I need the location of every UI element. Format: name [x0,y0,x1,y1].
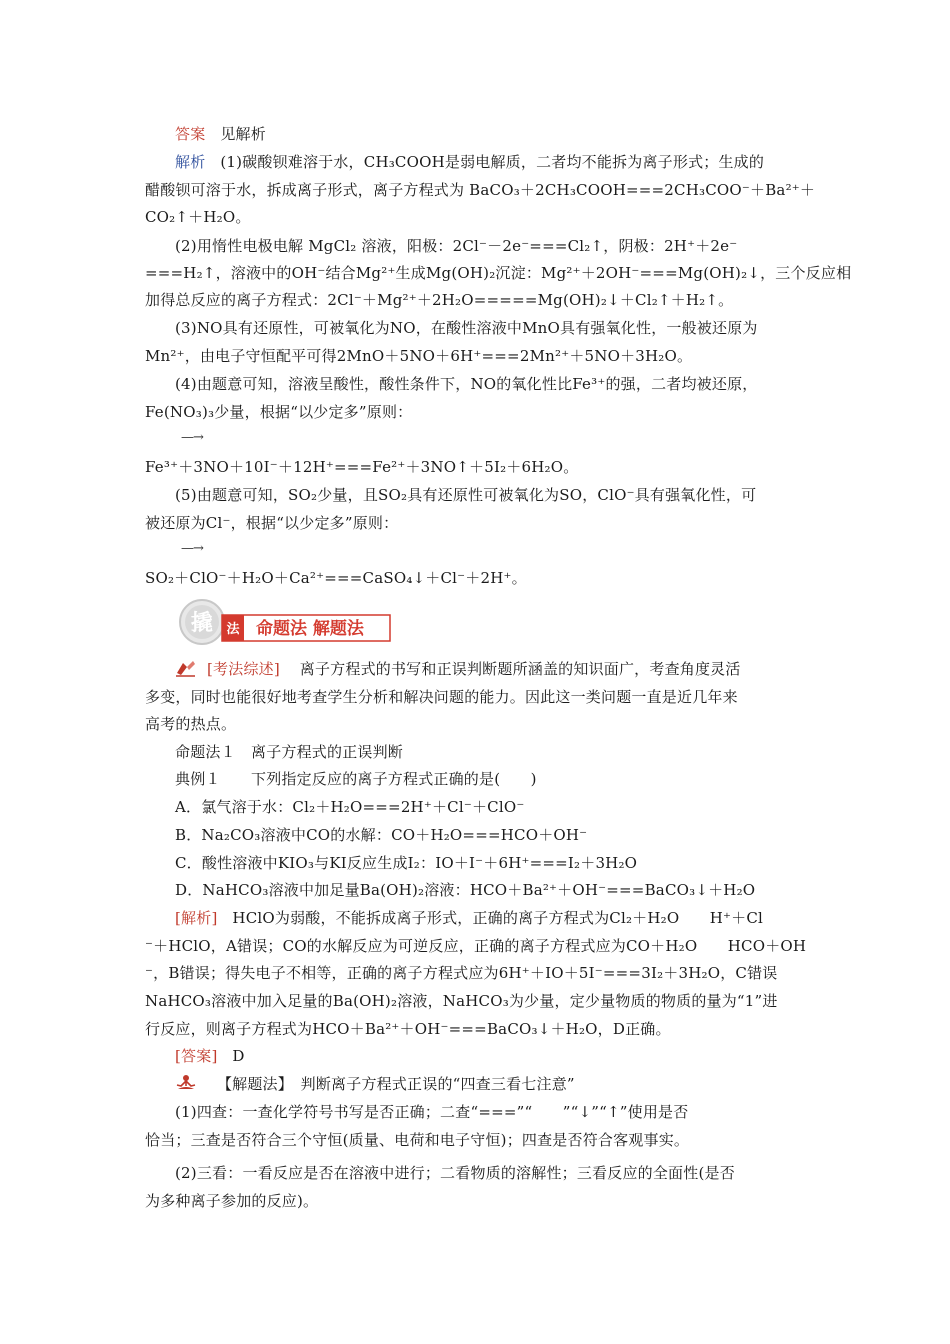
answer-text: 见解析 [220,125,266,143]
solving-title: 【解题法】 判断离子方程式正误的“四查三看七注意” [216,1075,575,1093]
analysis-line-9: (4)由题意可知，溶液呈酸性，酸性条件下，NO的氧化性比Fe³⁺的强，二者均被还原， [175,375,758,393]
analysis-line-4: (2)用惰性电极电解 MgCl₂ 溶液，阳极：2Cl⁻－2e⁻===Cl₂↑，阴极：2H⁺＋2e⁻ [175,237,738,255]
banner-graphic [178,598,393,646]
method-heading: 命题法１ 离子方程式的正误判断 [175,743,404,761]
solving-line-3: (2)三看：一看反应是否在溶液中进行；二看物质的溶解性；三看反应的全面性(是否 [175,1164,735,1182]
option-d: D．NaHCO₃溶液中加足量Ba(OH)₂溶液：HCO＋Ba²⁺＋OH⁻===BaCO₃↓＋H₂O [175,881,756,899]
example-answer-label: [答案] [175,1047,218,1065]
reaction-arrow: —→ [181,430,203,445]
pen-icon [175,659,197,677]
analysis-line-11: Fe³⁺＋3NO＋10I⁻＋12H⁺===Fe²⁺＋3NO↑＋5I₂＋6H₂O。 [145,458,579,476]
analysis-line-14: SO₂＋ClO⁻＋H₂O＋Ca²⁺===CaSO₄↓＋Cl⁻＋2H⁺。 [145,569,527,587]
analysis-line-12: (5)由题意可知，SO₂少量，且SO₂具有还原性可被氧化为SO，ClO⁻具有强氧化性，可 [175,486,757,504]
option-a: A．氯气溶于水：Cl₂＋H₂O===2H⁺＋Cl⁻＋ClO⁻ [175,798,525,816]
example-analysis-line-4: NaHCO₃溶液中加入足量的Ba(OH)₂溶液，NaHCO₃为少量，定少量物质的物质的量为“1”进 [145,992,778,1010]
example-analysis-line-3: ⁻，B错误；得失电子不相等，正确的离子方程式应为6H⁺＋IO＋5I⁻===3I₂＋3H₂O，C错误 [145,964,778,982]
answer-label: 答案 [175,125,206,143]
example-analysis-line-2: ⁻＋HClO，A错误；CO的水解反应为可逆反应，正确的离子方程式应为CO＋H₂O HCO＋OH [145,937,807,955]
analysis-line-5: ===H₂↑，溶液中的OH⁻结合Mg²⁺生成Mg(OH)₂沉淀：Mg²⁺＋2OH⁻===Mg(OH)₂↓，三个反应相 [145,264,852,282]
summary-line-2: 多变，同时也能很好地考查学生分析和解决问题的能力。因此这一类问题一直是近几年来 [145,688,738,706]
example-analysis-label: [解析] [175,909,218,927]
analysis-text: (1)碳酸钡难溶于水，CH₃COOH是弱电解质，二者均不能拆为离子形式；生成的 [220,153,765,171]
option-c: C．酸性溶液中KIO₃与KI反应生成I₂：IO＋I⁻＋6H⁺===I₂＋3H₂O [175,854,638,872]
summary-line-3: 高考的热点。 [145,715,237,733]
analysis-line-10: Fe(NO₃)₃少量，根据“以少定多”原则： [145,403,413,421]
analysis-line-3: CO₂↑＋H₂O。 [145,208,251,226]
example-answer-line [175,1046,810,1066]
analysis-line-6: 加得总反应的离子方程式：2Cl⁻＋Mg²⁺＋2H₂O=====Mg(OH)₂↓＋Cl₂↑＋H₂↑。 [145,291,734,309]
analysis-label: 解析 [175,153,206,171]
solving-line-1: (1)四查：一查化学符号书写是否正确；二查“===”“ ”“↓”“↑”使用是否 [175,1103,689,1121]
analysis-line-13: 被还原为Cl⁻，根据“以少定多”原则： [145,514,399,532]
example-answer-value: D [232,1047,245,1065]
section-banner [178,598,393,646]
reaction-arrow: —→ [181,541,203,556]
meditation-icon [175,1074,197,1092]
solving-line-2: 恰当；三查是否符合三个守恒(质量、电荷和电子守恒)；四查是否符合客观事实。 [145,1131,690,1149]
analysis-line-1 [175,152,810,172]
example-analysis-line-5: 行反应，则离子方程式为HCO＋Ba²⁺＋OH⁻===BaCO₃↓＋H₂O，D正确。 [145,1020,671,1038]
banner-title: 命题法 解题法 [256,619,364,639]
summary-text: 离子方程式的书写和正误判断题所涵盖的知识面广，考查角度灵活 [299,660,741,678]
analysis-line-8: Mn²⁺，由电子守恒配平可得2MnO＋5NO＋6H⁺===2Mn²⁺＋5NO＋3H₂O。 [145,347,693,365]
solving-line-4: 为多种离子参加的反应)。 [145,1192,319,1210]
banner-badge-char: 撬 [190,610,214,636]
solving-title-line [175,1074,810,1094]
analysis-line-2: 醋酸钡可溶于水，拆成离子形式，离子方程式为 BaCO₃＋2CH₃COOH===2CH₃COO⁻＋Ba²⁺＋ [145,181,816,199]
summary-line-1 [175,659,810,679]
example-analysis-line-1 [175,908,810,928]
example-stem: 典例１ 下列指定反应的离子方程式正确的是( ) [175,770,537,788]
analysis-line-7: (3)NO具有还原性，可被氧化为NO，在酸性溶液中MnO具有强氧化性，一般被还原为 [175,319,758,337]
answer-line [175,124,810,144]
example-analysis-text: HClO为弱酸，不能拆成离子形式，正确的离子方程式为Cl₂＋H₂O H⁺＋Cl [232,909,764,927]
banner-badge-sub: 法 [226,622,240,637]
summary-label: [考法综述] [207,660,280,678]
option-b: B．Na₂CO₃溶液中CO的水解：CO＋H₂O===HCO＋OH⁻ [175,826,588,844]
